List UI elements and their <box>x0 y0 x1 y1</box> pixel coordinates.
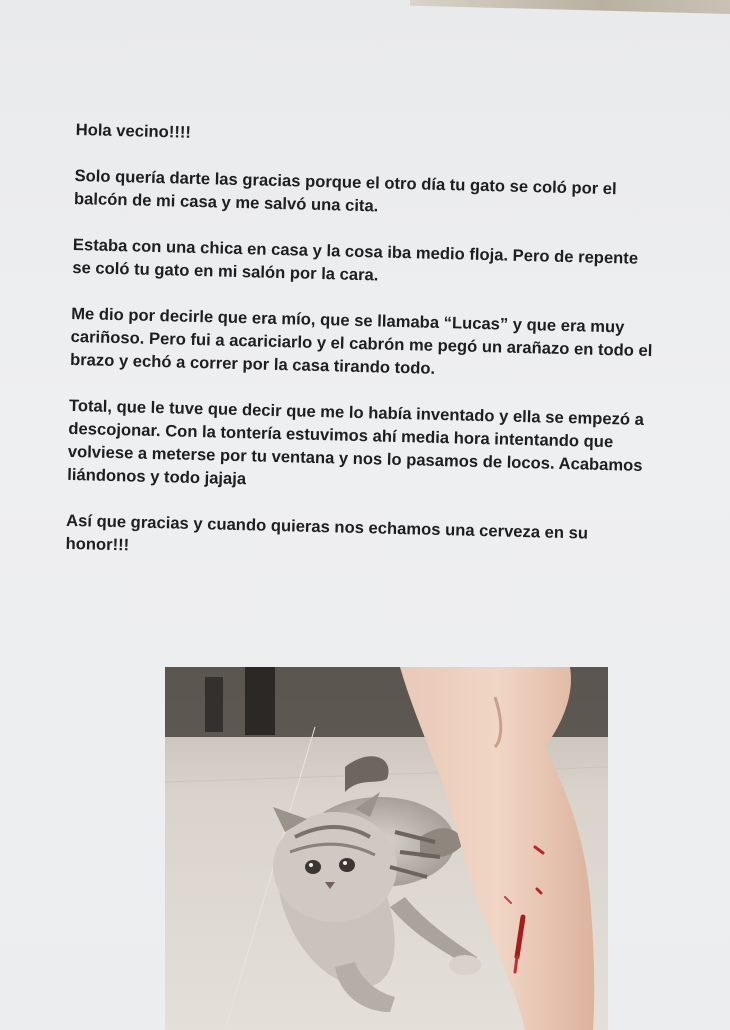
photo-illustration <box>165 667 608 1030</box>
paragraph-4: Total, que le tuve que decir que me lo había inventado y ella se empezó a descojonar. Con la tontería estuvimos ahí media hora intentando que volviese a meterse por tu ventana y nos lo pasamos de locos. Acabamos liándonos y todo jajaja <box>67 395 645 489</box>
greeting: Hola vecino!!!! <box>75 119 192 142</box>
paragraph-3: Me dio por decirle que era mío, que se llamaba “Lucas” y que era muy cariñoso. Pero fui a acariciarlo y el cabrón me pegó un arañazo en todo el brazo y echó a correr por la casa tirando todo. <box>69 303 653 378</box>
paragraph-5: Así que gracias y cuando quieras nos echamos una cerveza en su honor!!! <box>65 510 589 555</box>
printed-photo <box>165 667 608 1030</box>
paragraph-2: Estaba con una chica en casa y la cosa iba medio floja. Pero de repente se coló tu gato en mi salón por la cara. <box>72 234 639 285</box>
chair-leg-icon <box>245 667 275 735</box>
background-edge <box>410 0 730 14</box>
chair-leg-icon <box>205 677 223 732</box>
paragraph-1: Solo quería darte las gracias porque el otro día tu gato se coló por el balcón de mi casa y me salvó una cita. <box>73 165 617 216</box>
letter-text <box>65 118 706 593</box>
